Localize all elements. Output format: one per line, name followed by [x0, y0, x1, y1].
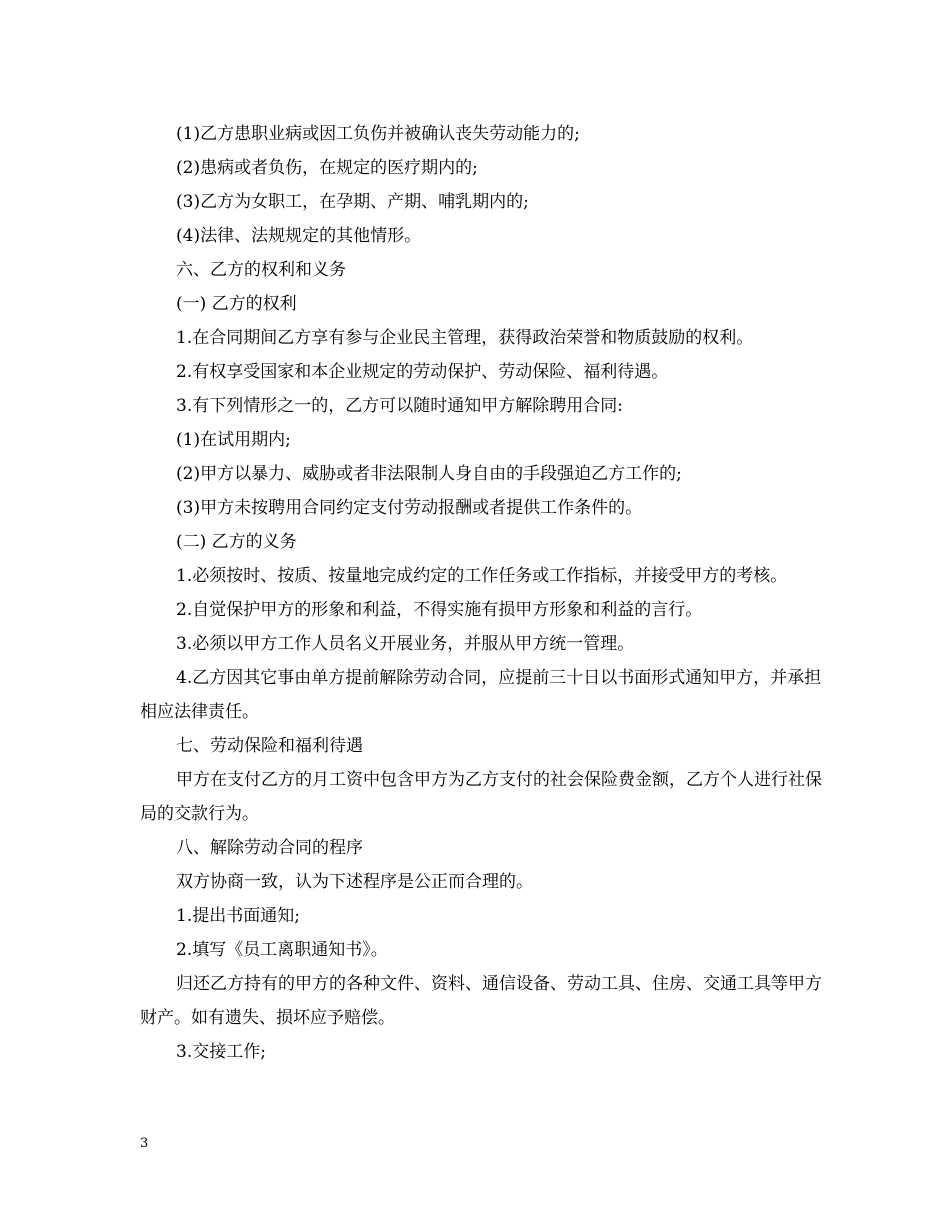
paragraph: 1.必须按时、按质、按量地完成约定的工作任务或工作指标，并接受甲方的考核。 — [176, 566, 788, 586]
paragraph: 3.交接工作; — [176, 1042, 266, 1062]
paragraph: 甲方在支付乙方的月工资中包含甲方为乙方支付的社会保险费金额，乙方个人进行社保局的交款行为。 — [140, 770, 822, 824]
paragraph: 3.有下列情形之一的，乙方可以随时通知甲方解除聘用合同: — [176, 396, 623, 416]
page-number: 3 — [140, 1136, 149, 1151]
paragraph: (2)患病或者负伤，在规定的医疗期内的; — [176, 158, 478, 178]
paragraph: 六、乙方的权利和义务 — [176, 260, 346, 280]
paragraph: 2.有权享受国家和本企业规定的劳动保护、劳动保险、福利待遇。 — [176, 362, 669, 382]
paragraph: 归还乙方持有的甲方的各种文件、资料、通信设备、劳动工具、住房、交通工具等甲方财产。如有遗失、损坏应予赔偿。 — [140, 974, 822, 1028]
paragraph: (1)在试用期内; — [176, 430, 291, 450]
paragraph: (2)甲方以暴力、威胁或者非法限制人身自由的手段强迫乙方工作的; — [176, 464, 682, 484]
paragraph: (3)甲方未按聘用合同约定支付劳动报酬或者提供工作条件的。 — [176, 498, 643, 518]
paragraph: 八、解除劳动合同的程序 — [176, 838, 363, 858]
paragraph: 3.必须以甲方工作人员名义开展业务，并服从甲方统一管理。 — [176, 634, 635, 654]
paragraph: 2.自觉保护甲方的形象和利益，不得实施有损甲方形象和利益的言行。 — [176, 600, 703, 620]
paragraph: 1.提出书面通知; — [176, 906, 300, 926]
paragraph: (4)法律、法规规定的其他情形。 — [176, 226, 422, 246]
paragraph: 双方协商一致，认为下述程序是公正而合理的。 — [176, 872, 533, 892]
paragraph: (一) 乙方的权利 — [176, 294, 297, 314]
paragraph: 4.乙方因其它事由单方提前解除劳动合同，应提前三十日以书面形式通知甲方，并承担相应法律责任。 — [140, 668, 822, 722]
paragraph: 1.在合同期间乙方享有参与企业民主管理，获得政治荣誉和物质鼓励的权利。 — [176, 328, 754, 348]
paragraph: (3)乙方为女职工，在孕期、产期、哺乳期内的; — [176, 192, 529, 212]
paragraph: (二) 乙方的义务 — [176, 532, 297, 552]
paragraph: 七、劳动保险和福利待遇 — [176, 736, 363, 756]
paragraph: (1)乙方患职业病或因工负伤并被确认丧失劳动能力的; — [176, 124, 580, 144]
document-body — [140, 117, 830, 1069]
paragraph: 2.填写《员工离职通知书》。 — [176, 940, 388, 960]
